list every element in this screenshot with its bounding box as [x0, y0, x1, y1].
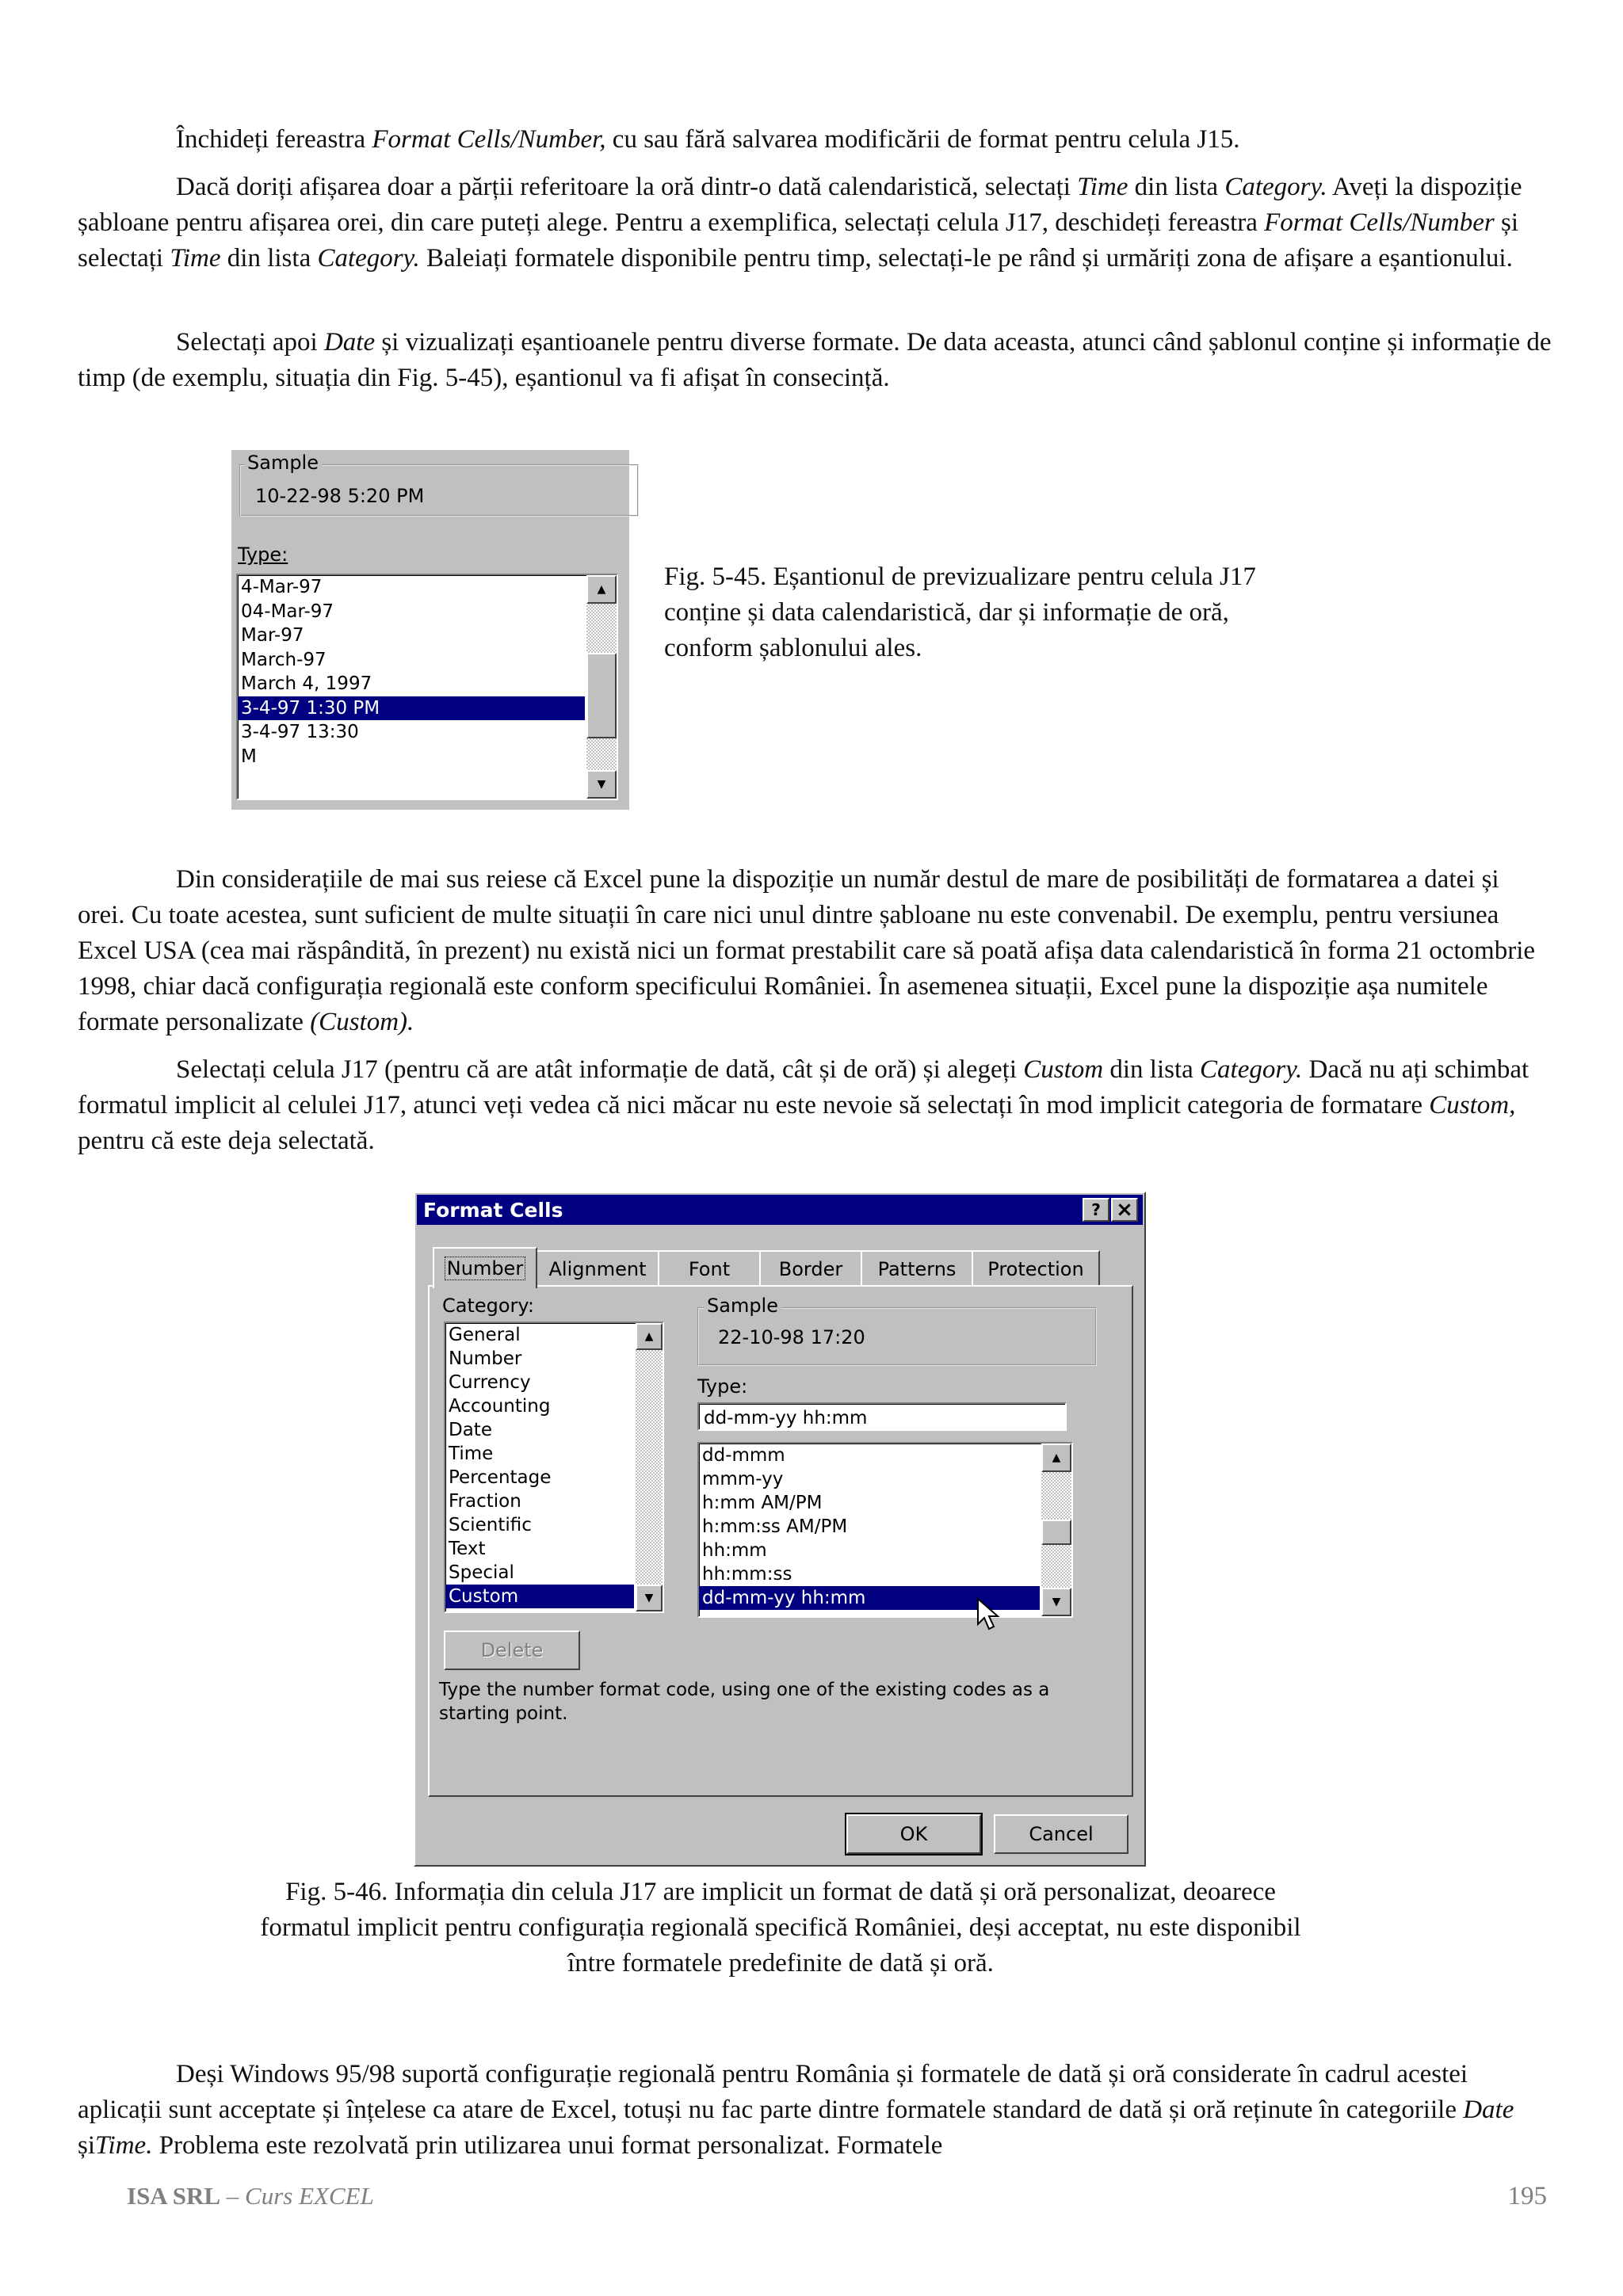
text: din lista: [1128, 173, 1225, 201]
list-item[interactable]: Custom: [445, 1585, 634, 1608]
type-list-items: [699, 1444, 1040, 1610]
paragraph-5: [78, 1052, 1552, 1159]
mouse-cursor-icon: [976, 1597, 1000, 1632]
text-italic: Category.: [1224, 173, 1327, 201]
list-item[interactable]: Fraction: [449, 1491, 521, 1512]
category-scrollbar[interactable]: [636, 1323, 663, 1611]
fig-5-45-caption: Fig. 5-45. Eșantionul de previzualizare pentru celula J17 conține și data calendaristică, dar și informație de oră, conform șablonului ales.: [664, 563, 1256, 662]
paragraph-3: [78, 325, 1552, 396]
type-label: Type:: [697, 1375, 748, 1398]
text-italic: Time.: [95, 2131, 153, 2160]
tab-page: [428, 1285, 1133, 1797]
list-item[interactable]: Number: [449, 1348, 522, 1369]
text: Deși Windows 95/98 suportă configurație regională pentru România și formatele de dată și oră considerate în cadrul acestei aplicații sunt acceptate și înțelese ca atare de Excel, totuși nu fac parte dintre formatele standard de dată și oră reținute în categoriile: [78, 2060, 1468, 2124]
close-button[interactable]: [1111, 1198, 1138, 1222]
tab-font[interactable]: [658, 1250, 761, 1287]
title-bar[interactable]: [417, 1195, 1143, 1225]
list-item[interactable]: Accounting: [449, 1396, 551, 1417]
help-button[interactable]: [1083, 1198, 1109, 1222]
list-item[interactable]: Mar-97: [241, 625, 304, 646]
footer-course: Curs EXCEL: [245, 2182, 374, 2210]
scroll-down-button[interactable]: [586, 770, 617, 799]
scroll-up-button[interactable]: [586, 575, 617, 604]
list-item[interactable]: h:mm AM/PM: [702, 1493, 823, 1513]
type-list[interactable]: [236, 574, 618, 800]
tab-label: Alignment: [548, 1258, 647, 1280]
scroll-thumb[interactable]: [1041, 1520, 1071, 1545]
paragraph-4: [78, 862, 1552, 1040]
text-italic: Date: [323, 328, 376, 357]
text: Aveți la dispoziție șabloane pentru afișarea orei, din care puteți alege. Pentru a exemplifica, selectați celula J17, deschideți fereastra: [78, 173, 1522, 237]
tab-protection[interactable]: [972, 1250, 1100, 1287]
list-item[interactable]: March 4, 1997: [241, 673, 372, 694]
down-arrow-icon: ▼: [644, 1592, 654, 1604]
type-list[interactable]: [697, 1442, 1073, 1618]
text: și vizualizați eșantioanele pentru diverse formate. De data aceasta, atunci când șablonul conține și informație de timp (de exemplu, situația din Fig. 5-45), eșantionul va fi afișat în consecință.: [78, 328, 1552, 392]
list-item[interactable]: dd-mmm: [702, 1445, 785, 1466]
footer-left: [127, 2182, 374, 2210]
format-cells-dialog: [414, 1192, 1146, 1867]
up-arrow-icon: ▲: [644, 1330, 654, 1343]
tab-label: Protection: [987, 1258, 1084, 1280]
list-item[interactable]: Currency: [449, 1372, 531, 1393]
category-label: Category:: [442, 1295, 534, 1317]
page-number: 195: [1507, 2182, 1547, 2210]
up-arrow-icon: ▲: [1052, 1451, 1061, 1464]
scrollbar[interactable]: [586, 575, 617, 799]
text: Problema este rezolvată prin utilizarea unui format personalizat. Formatele: [152, 2131, 943, 2160]
text-italic: Category.: [1200, 1055, 1303, 1084]
list-item[interactable]: Special: [449, 1562, 514, 1583]
list-item[interactable]: Time: [449, 1444, 494, 1464]
down-arrow-icon: ▼: [1052, 1596, 1061, 1608]
list-item[interactable]: h:mm:ss AM/PM: [702, 1516, 848, 1537]
footer-org: ISA SRL: [127, 2182, 221, 2210]
text: Închideți fereastra: [176, 125, 372, 154]
text-italic: Time: [170, 244, 221, 273]
list-item[interactable]: hh:mm:ss: [702, 1564, 792, 1585]
cancel-button[interactable]: [994, 1814, 1128, 1854]
list-item[interactable]: March-97: [241, 649, 327, 670]
type-label: Type:: [238, 543, 288, 566]
help-icon: ?: [1091, 1200, 1101, 1219]
list-item[interactable]: Date: [449, 1420, 492, 1440]
text-italic: Custom: [1023, 1055, 1104, 1084]
text: Selectați celula J17 (pentru că are atât informație de dată, cât și de oră) și alegeți: [176, 1055, 1024, 1084]
text: din lista: [1103, 1055, 1201, 1084]
text: cu sau fără salvarea modificării de format pentru celula J15.: [605, 125, 1240, 154]
sample-label: Sample: [704, 1295, 781, 1317]
text: Selectați apoi: [176, 328, 324, 357]
delete-label: Delete: [480, 1639, 544, 1661]
list-item[interactable]: M: [241, 746, 257, 767]
scroll-down-button[interactable]: [636, 1585, 663, 1611]
up-arrow-icon: ▲: [597, 583, 606, 596]
type-scrollbar[interactable]: [1041, 1444, 1071, 1616]
scroll-down-button[interactable]: [1041, 1588, 1071, 1616]
tab-label: Number: [446, 1257, 524, 1280]
tab-border[interactable]: [759, 1250, 862, 1287]
tab-label: Patterns: [877, 1258, 957, 1280]
close-icon: ×: [1116, 1198, 1133, 1222]
ok-label: OK: [899, 1823, 928, 1845]
text-italic: Custom,: [1429, 1091, 1516, 1119]
type-input[interactable]: dd-mm-yy hh:mm: [697, 1402, 1067, 1431]
text: și selectați: [78, 208, 1518, 273]
hint-text: Type the number format code, using one of the existing codes as a starting point.: [439, 1680, 1050, 1724]
scroll-up-button[interactable]: [636, 1323, 663, 1350]
dialog-title: Format Cells: [423, 1199, 563, 1222]
scroll-up-button[interactable]: [1041, 1444, 1071, 1472]
fig-5-45-screenshot: [231, 450, 629, 810]
text: Din considerațiile de mai sus reiese că Excel pune la dispoziție un număr destul de mare de posibilități de formatarea a datei și orei. Cu toate acestea, sunt suficient de multe situații în care nici unul dintre șabloane nu este convenabil. De exemplu, pentru versiunea Excel USA (cea mai răspândită, în prezent) nu există nici un format prestabilit care să poată afișa data calendaristică în forma 21 octombrie 1998, chiar dacă configurația regională este conform specificului României. În asemenea situații, Excel pune la dispoziție așa numitele formate personalizate: [78, 865, 1536, 1036]
fig-5-46-caption: Fig. 5-46. Informația din celula J17 are implicit un format de dată și oră personalizat, deoarece formatul implicit pentru configurația regională specifică României, deși acceptat, nu este disponibil între formatele predefinite de dată și oră.: [260, 1878, 1301, 1978]
paragraph-2: [78, 170, 1552, 277]
text-italic: Time: [1077, 173, 1128, 201]
down-arrow-icon: ▼: [597, 778, 606, 791]
text: pentru că este deja selectată.: [78, 1127, 375, 1155]
list-item[interactable]: mmm-yy: [702, 1469, 784, 1489]
list-item[interactable]: dd-mm-yy hh:mm: [699, 1586, 1040, 1610]
list-item[interactable]: Scientific: [449, 1515, 532, 1535]
text: Baleiați formatele disponibile pentru timp, selectați-le pe rând și urmăriți zona de afișare a eșantionului.: [419, 244, 1513, 273]
tab-patterns[interactable]: [861, 1250, 973, 1287]
paragraph-1: [78, 122, 1552, 158]
list-item[interactable]: 04-Mar-97: [241, 601, 334, 622]
scroll-thumb[interactable]: [586, 653, 617, 738]
list-item[interactable]: General: [449, 1325, 521, 1345]
category-list-items: [445, 1323, 634, 1608]
sample-value: 10-22-98 5:20 PM: [255, 485, 425, 507]
text-italic: Format Cells/Number: [1264, 208, 1495, 237]
tab-number[interactable]: [433, 1247, 537, 1288]
list-item[interactable]: hh:mm: [702, 1540, 767, 1561]
list-item[interactable]: 4-Mar-97: [241, 577, 323, 597]
text-italic: (Custom).: [310, 1008, 414, 1036]
text: Dacă doriți afișarea doar a părții referitoare la oră dintr-o dată calendaristică, selectați: [176, 173, 1078, 201]
list-item[interactable]: Text: [449, 1539, 486, 1559]
text-italic: Date: [1463, 2096, 1514, 2124]
list-item[interactable]: 3-4-97 1:30 PM: [238, 696, 585, 721]
text: din lista: [220, 244, 318, 273]
text: și: [78, 2131, 96, 2160]
type-list-items: [238, 575, 585, 769]
footer-separator: –: [220, 2182, 246, 2210]
ok-button[interactable]: [846, 1814, 981, 1854]
text-italic: Format Cells/Number,: [372, 125, 606, 154]
sample-label: Sample: [244, 452, 322, 474]
text-italic: Category.: [317, 244, 420, 273]
tab-alignment[interactable]: [536, 1250, 659, 1287]
category-list[interactable]: [444, 1322, 664, 1613]
list-item[interactable]: Percentage: [449, 1467, 552, 1488]
sample-value: 22-10-98 17:20: [718, 1326, 865, 1348]
text: Dacă nu ați schimbat formatul implicit al celulei J17, atunci veți vedea că nici măcar nu este nevoie să selectați în mod implicit categoria de formatare: [78, 1055, 1529, 1119]
cancel-label: Cancel: [1029, 1823, 1094, 1845]
tab-label: Font: [688, 1258, 731, 1280]
list-item[interactable]: 3-4-97 13:30: [241, 722, 359, 742]
tab-strip: [433, 1250, 1130, 1287]
paragraph-6: [78, 2057, 1552, 2164]
tab-label: Border: [778, 1258, 843, 1280]
delete-button[interactable]: [444, 1630, 580, 1670]
